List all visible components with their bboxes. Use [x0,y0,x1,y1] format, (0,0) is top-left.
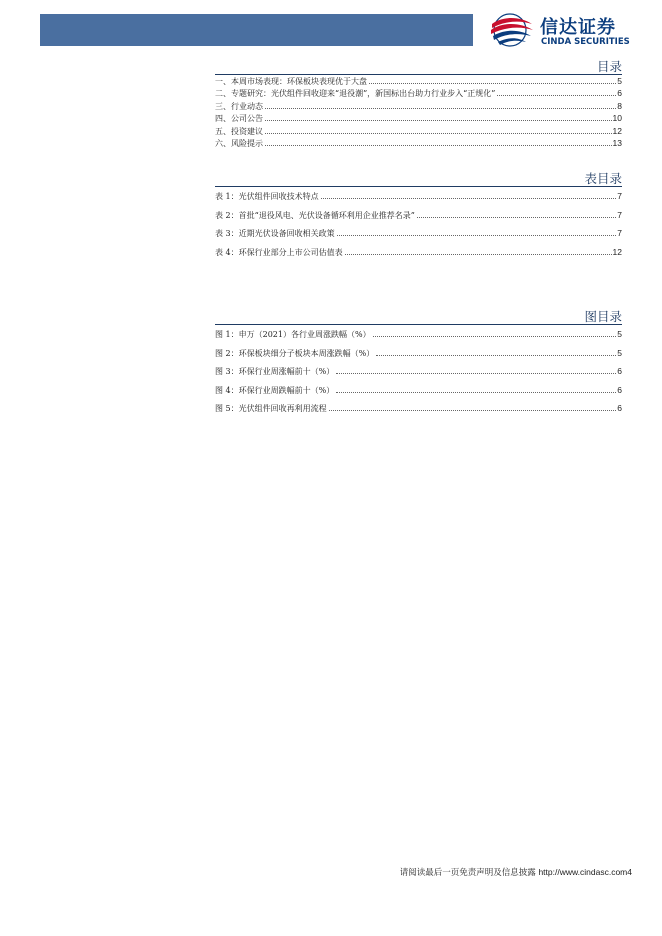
footer-disclaimer: 请阅读最后一页免责声明及信息披露 [399,868,536,878]
table-entry[interactable]: 表 2：首批“退役风电、光伏设备循环利用企业推荐名录” 7 [215,209,622,220]
header-bar [40,14,473,46]
table-entry[interactable]: 表 4：环保行业部分上市公司估值表 12 [215,246,622,257]
company-logo [486,12,636,48]
figure-entry[interactable]: 图 3：环保行业周涨幅前十（%） 6 [215,366,622,376]
page-number: 4 [627,867,632,877]
toc-heading: 目录 [596,59,622,74]
toc-item[interactable]: 三、行业动态 8 [215,100,622,111]
figure-entry[interactable]: 图 4：环保行业周跌幅前十（%） 6 [215,384,622,395]
figures-list [215,325,622,418]
tables-heading: 表目录 [584,171,622,186]
figure-entry[interactable]: 图 2：环保板块细分子板块本周涨跌幅（%） 5 [215,347,622,358]
table-entry[interactable]: 表 3：近期光伏设备回收相关政策 7 [215,228,622,238]
toc-item[interactable]: 二、专题研究：光伏组件回收迎来“退役潮”，新国标出台助力行业步入“正规化” 6 [215,88,622,99]
toc-item[interactable]: 四、公司公告 10 [215,113,622,124]
tables-list [215,187,622,261]
footer-url[interactable]: http://www.cindasc.com [538,867,628,877]
toc-item[interactable]: 五、投资建议 12 [215,125,622,136]
figure-entry[interactable]: 图 5：光伏组件回收再利用流程 6 [215,403,622,413]
page-footer [40,866,632,878]
figure-entry[interactable]: 图 1：申万（2021）各行业周涨跌幅（%） 5 [215,329,622,339]
logo-english-name: CINDA SECURITIES [541,37,630,47]
toc-list [215,75,622,149]
toc-item[interactable]: 一、本周市场表现：环保板块表现优于大盘 5 [215,76,622,86]
figures-heading: 图目录 [584,309,622,324]
logo-chinese-name: 信达证券 [540,17,616,38]
toc-item[interactable]: 六、风险提示 13 [215,137,622,148]
table-entry[interactable]: 表 1：光伏组件回收技术特点 7 [215,191,622,201]
cinda-logo-icon [486,12,538,48]
